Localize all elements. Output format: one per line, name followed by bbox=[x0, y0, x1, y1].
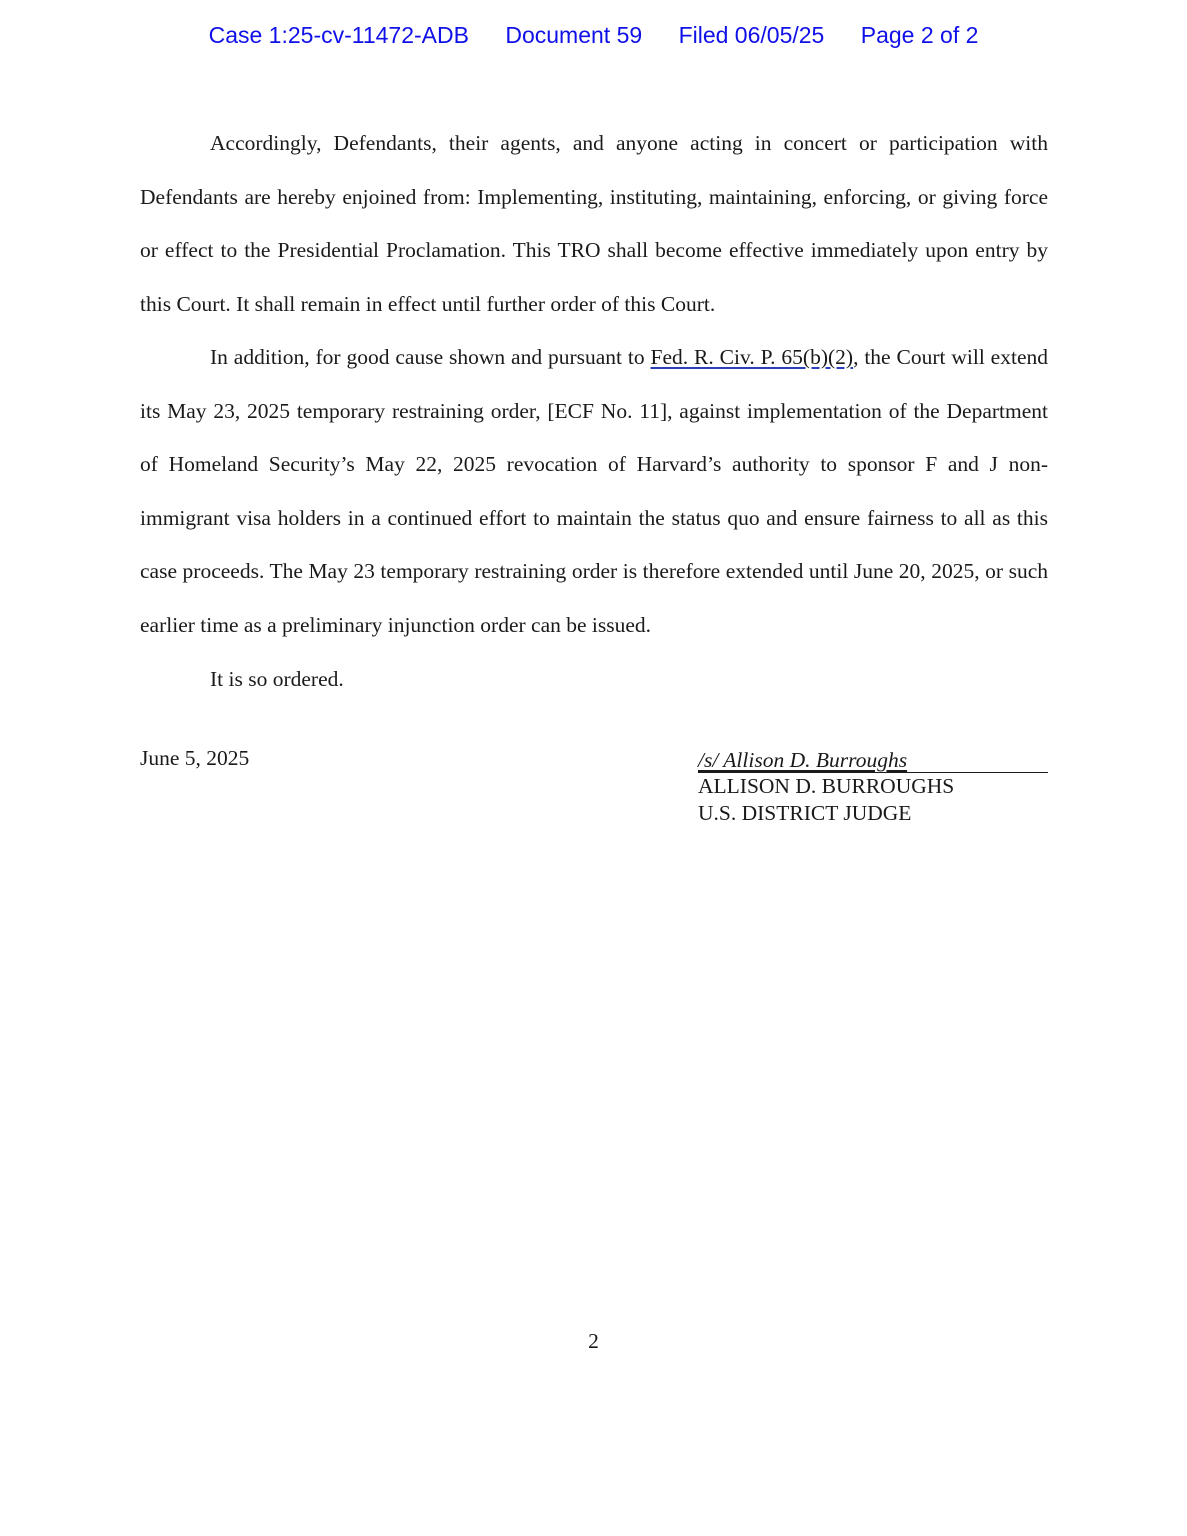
ecf-header bbox=[0, 22, 1187, 49]
page-indicator: Page 2 of 2 bbox=[860, 22, 979, 48]
paragraph-injunction bbox=[140, 117, 1048, 331]
fed-rule-citation-link[interactable]: Fed. R. Civ. P. 65(b)(2) bbox=[650, 345, 854, 369]
signature-line bbox=[698, 746, 1048, 773]
paragraph-text: Accordingly, Defendants, their agents, and anyone acting in concert or participation with Defendants are hereby enjoined from: Implementing, instituting, maintaining, enforcing, or giving force or effect to the Presidential Proclamation. This TRO shall become effective immediately upon entry by this Court. It shall remain in effect until further order of this Court. bbox=[140, 131, 1048, 316]
paragraph-closing bbox=[140, 653, 1048, 707]
case-number: Case 1:25-cv-11472-ADB bbox=[208, 22, 469, 48]
electronic-signature: /s/ Allison D. Burroughs bbox=[698, 748, 908, 772]
paragraph-extension bbox=[140, 331, 1048, 653]
paragraph-text-before-link: In addition, for good cause shown and pursuant to bbox=[210, 345, 651, 369]
judge-name: ALLISON D. BURROUGHS bbox=[698, 774, 955, 798]
filed-date: Filed 06/05/25 bbox=[678, 22, 825, 48]
paragraph-text-after-link: , the Court will extend its May 23, 2025 temporary restraining order, [ECF No. 11], against implementation of the Department of Homeland Security’s May 22, 2025 revocation of Harvard’s authority to sponsor F and J non-immigrant visa holders in a continued effort to maintain the status quo and ensure fairness to all as this case proceeds. The May 23 temporary restraining order is therefore extended until June 20, 2025, or such earlier time as a preliminary injunction order can be issued. bbox=[140, 345, 1048, 637]
document-number: Document 59 bbox=[505, 22, 643, 48]
paragraph-text: It is so ordered. bbox=[210, 667, 344, 691]
judge-title: U.S. DISTRICT JUDGE bbox=[698, 801, 912, 825]
order-date: June 5, 2025 bbox=[140, 746, 250, 770]
paragraph-text bbox=[140, 331, 1048, 653]
page-number: 2 bbox=[588, 1329, 599, 1353]
signature-block bbox=[698, 746, 1048, 827]
